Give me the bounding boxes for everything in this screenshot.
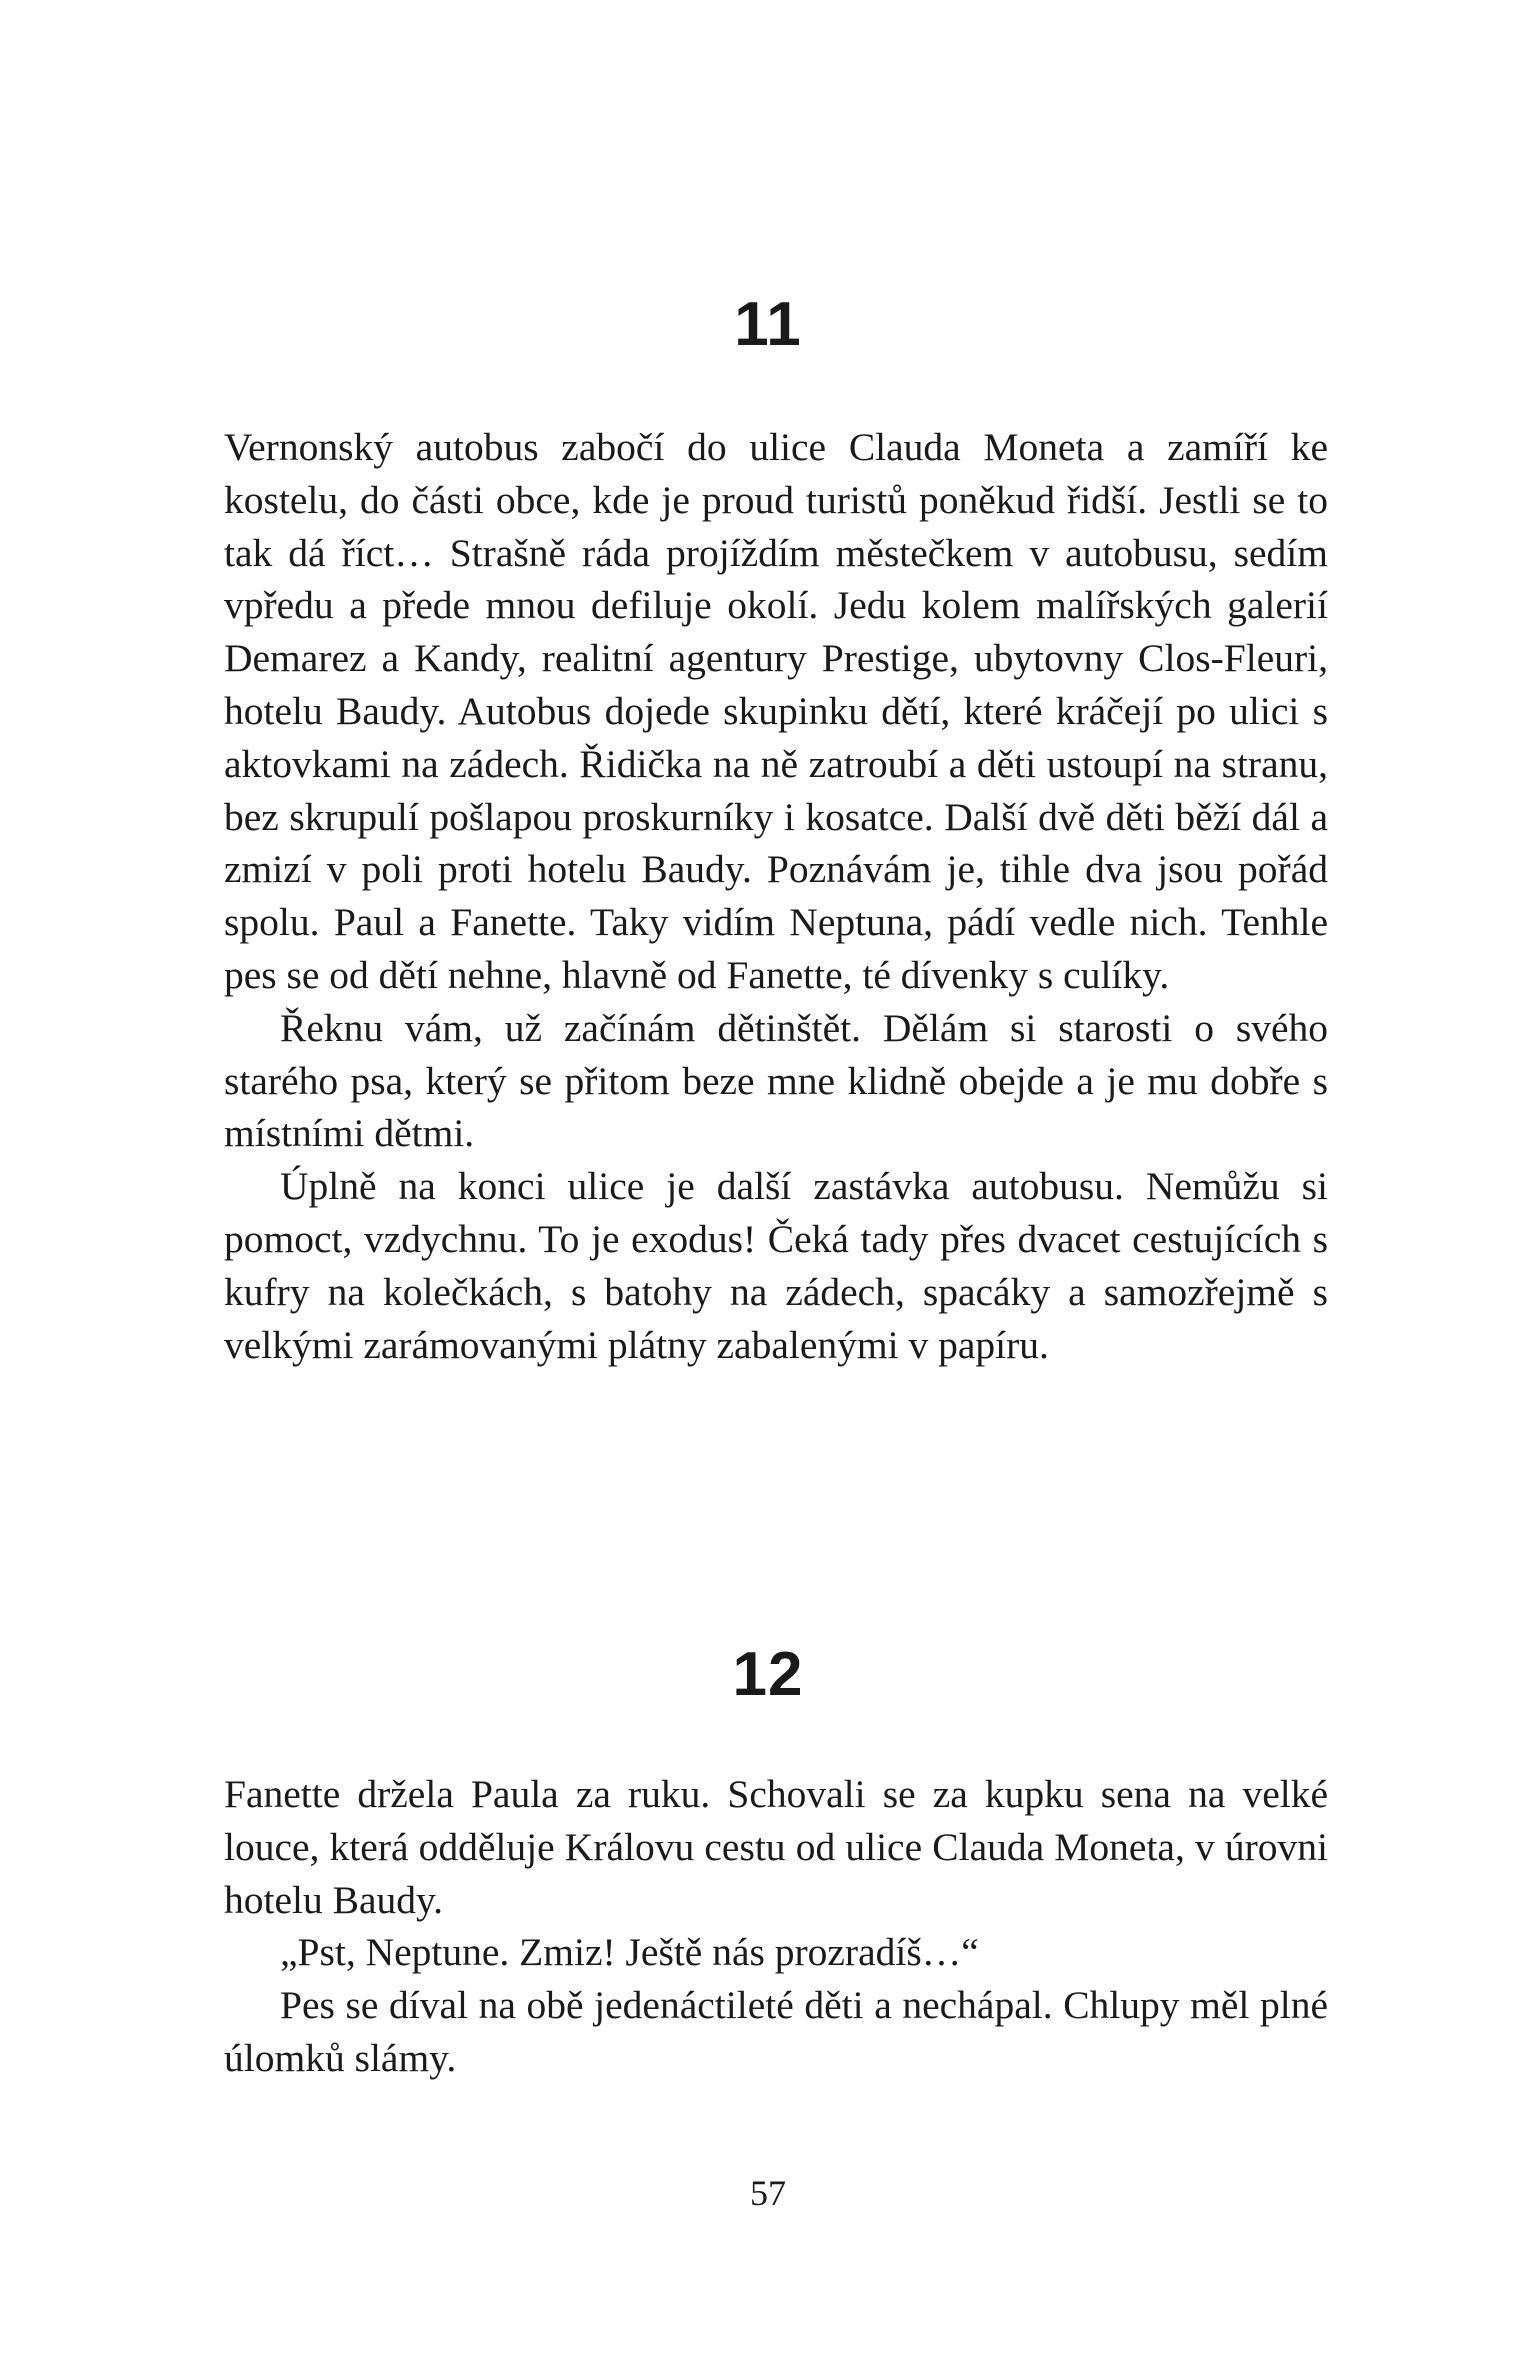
paragraph: Fanette držela Paula za ruku. Schovali se za kupku sena na velké louce, která odděluje Královu cestu od ulice Clauda Moneta, v úrovni hotelu Baudy. xyxy=(224,1772,1328,1922)
chapter-body xyxy=(224,421,1328,1371)
paragraph: „Pst, Neptune. Zmiz! Ještě nás prozradíš…“ xyxy=(280,1930,979,1975)
paragraph: Úplně na konci ulice je další zastávka autobusu. Nemůžu si pomoct, vzdychnu. To je exodus! Čeká tady přes dvacet cestujících s kufry na kolečkách, s batohy na zádech, spacáky a samozřejmě s velkými zarámovanými plátny zabalenými v papíru. xyxy=(224,1164,1328,1367)
chapter-number: 12 xyxy=(732,1640,804,1709)
paragraph: Pes se díval na obě jedenáctileté děti a nechápal. Chlupy měl plné úlomků slámy. xyxy=(224,1983,1328,2080)
paragraph: Řeknu vám, už začínám dětinštět. Dělám si starosti o svého starého psa, který se přitom beze mne klidně obejde a je mu dobře s místními dětmi. xyxy=(224,1005,1328,1156)
page-number: 57 xyxy=(750,2173,786,2213)
paragraph: Vernonský autobus zabočí do ulice Clauda Moneta a zamíří ke kostelu, do části obce, kde je proud turistů poněkud řidší. Jestli se to tak dá říct… Strašně ráda projíždím městečkem v autobusu, sedím vpředu a přede mnou defiluje okolí. Jedu kolem malířských galerií Demarez a Kandy, realitní agentury Prestige, ubytovny Clos-Fleuri, hotelu Baudy. Autobus dojede skupinku dětí, které kráčejí po ulici s aktovkami na zádech. Řidička na ně zatroubí a děti ustoupí na stranu, bez skrupulí pošlapou proskurníky i kosatce. Další dvě děti běží dál a zmizí v poli proti hotelu Baudy. Poznávám je, tihle dva jsou pořád spolu. Paul a Fanette. Taky vidím Neptuna, pádí vedle nich. Tenhle pes se od dětí nehne, hlavně od Fanette, té dívenky s culíky. xyxy=(224,425,1328,997)
chapter-body xyxy=(224,1768,1328,2085)
chapter-number: 11 xyxy=(734,290,802,359)
